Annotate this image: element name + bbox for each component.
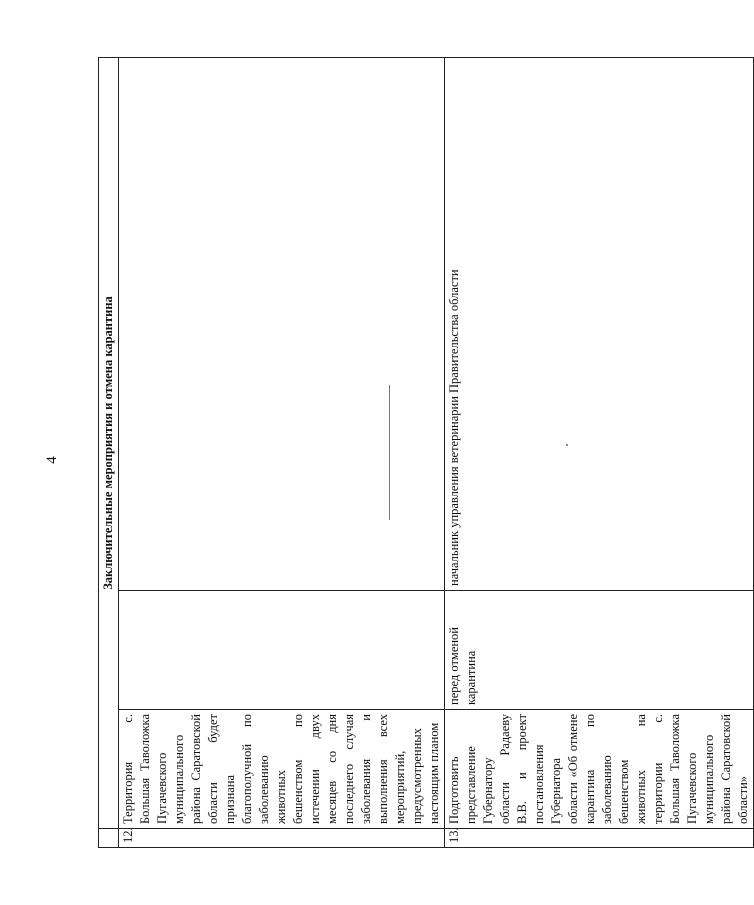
row-number: 12. [119,829,445,848]
closing-rule [389,385,390,520]
rotated-table-container [98,58,750,848]
table-row [119,57,445,847]
section-title: Заключительные мероприятия и отмена карантина [99,57,119,828]
row-description: Подготовить представление Губернатору области Радаеву В.В. и проект постановления Губернатора области «Об отмене карантина по заболеванию бешенством животных на территории с. Большая Таволожка Пугачевского муниципального района Саратовской области» [445,710,754,829]
row-deadline [119,591,445,710]
table-row [445,57,754,847]
row-number: 13. [445,829,754,848]
row-deadline: перед отменой карантина [445,591,754,710]
page-number: 4 [44,456,60,464]
scan-speck [566,444,568,446]
row-responsible: начальник управления ветеринарии Правительства области [445,57,754,590]
row-responsible [119,57,445,590]
row-description: Территория с. Большая Таволожка Пугачевского муниципального района Саратовской области будет признана благополучной по заболеванию животных бешенством по истечении двух месяцев со дня последнего случая заболевания и выполнения всех мероприятий, предусмотренных настоящим планом [119,710,445,829]
section-header-row [99,57,119,847]
plan-table [98,57,754,848]
